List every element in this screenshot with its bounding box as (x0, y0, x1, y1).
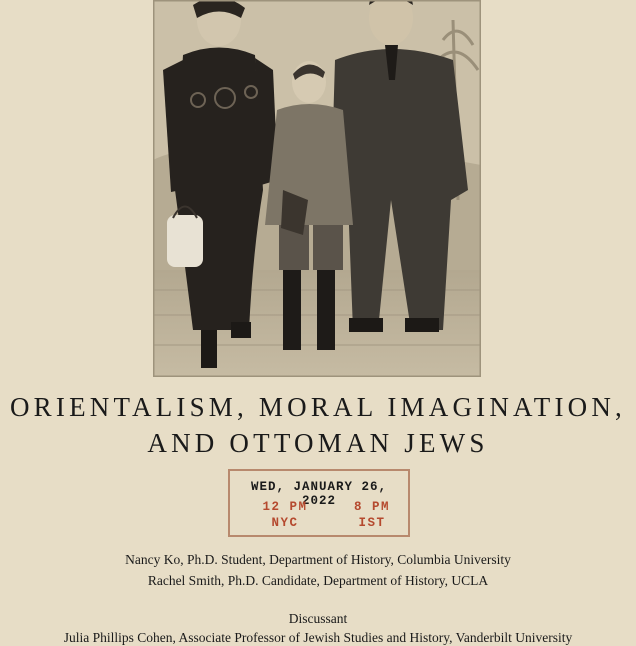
discussant-label: Discussant (288, 611, 348, 626)
date-time-box (228, 469, 410, 537)
zone-ist: IST (358, 516, 386, 530)
speaker-2: Rachel Smith, Ph.D. Candidate, Department of History, UCLA (147, 573, 489, 588)
speaker-1: Nancy Ko, Ph.D. Student, Department of History, Columbia University (125, 552, 511, 567)
event-title-line-2: AND OTTOMAN JEWS (147, 428, 489, 458)
discussant-name: Julia Phillips Cohen, Associate Professor of Jewish Studies and History, Vanderbilt University (63, 630, 573, 645)
event-title-line-1: ORIENTALISM, MORAL IMAGINATION, (9, 392, 626, 422)
family-photograph (153, 0, 481, 377)
time-ist: 8 PM (353, 500, 390, 514)
event-date: WED, JANUARY 26, 2022 (250, 480, 388, 508)
time-nyc: 12 PM (262, 500, 308, 514)
zone-nyc: NYC (271, 516, 299, 530)
